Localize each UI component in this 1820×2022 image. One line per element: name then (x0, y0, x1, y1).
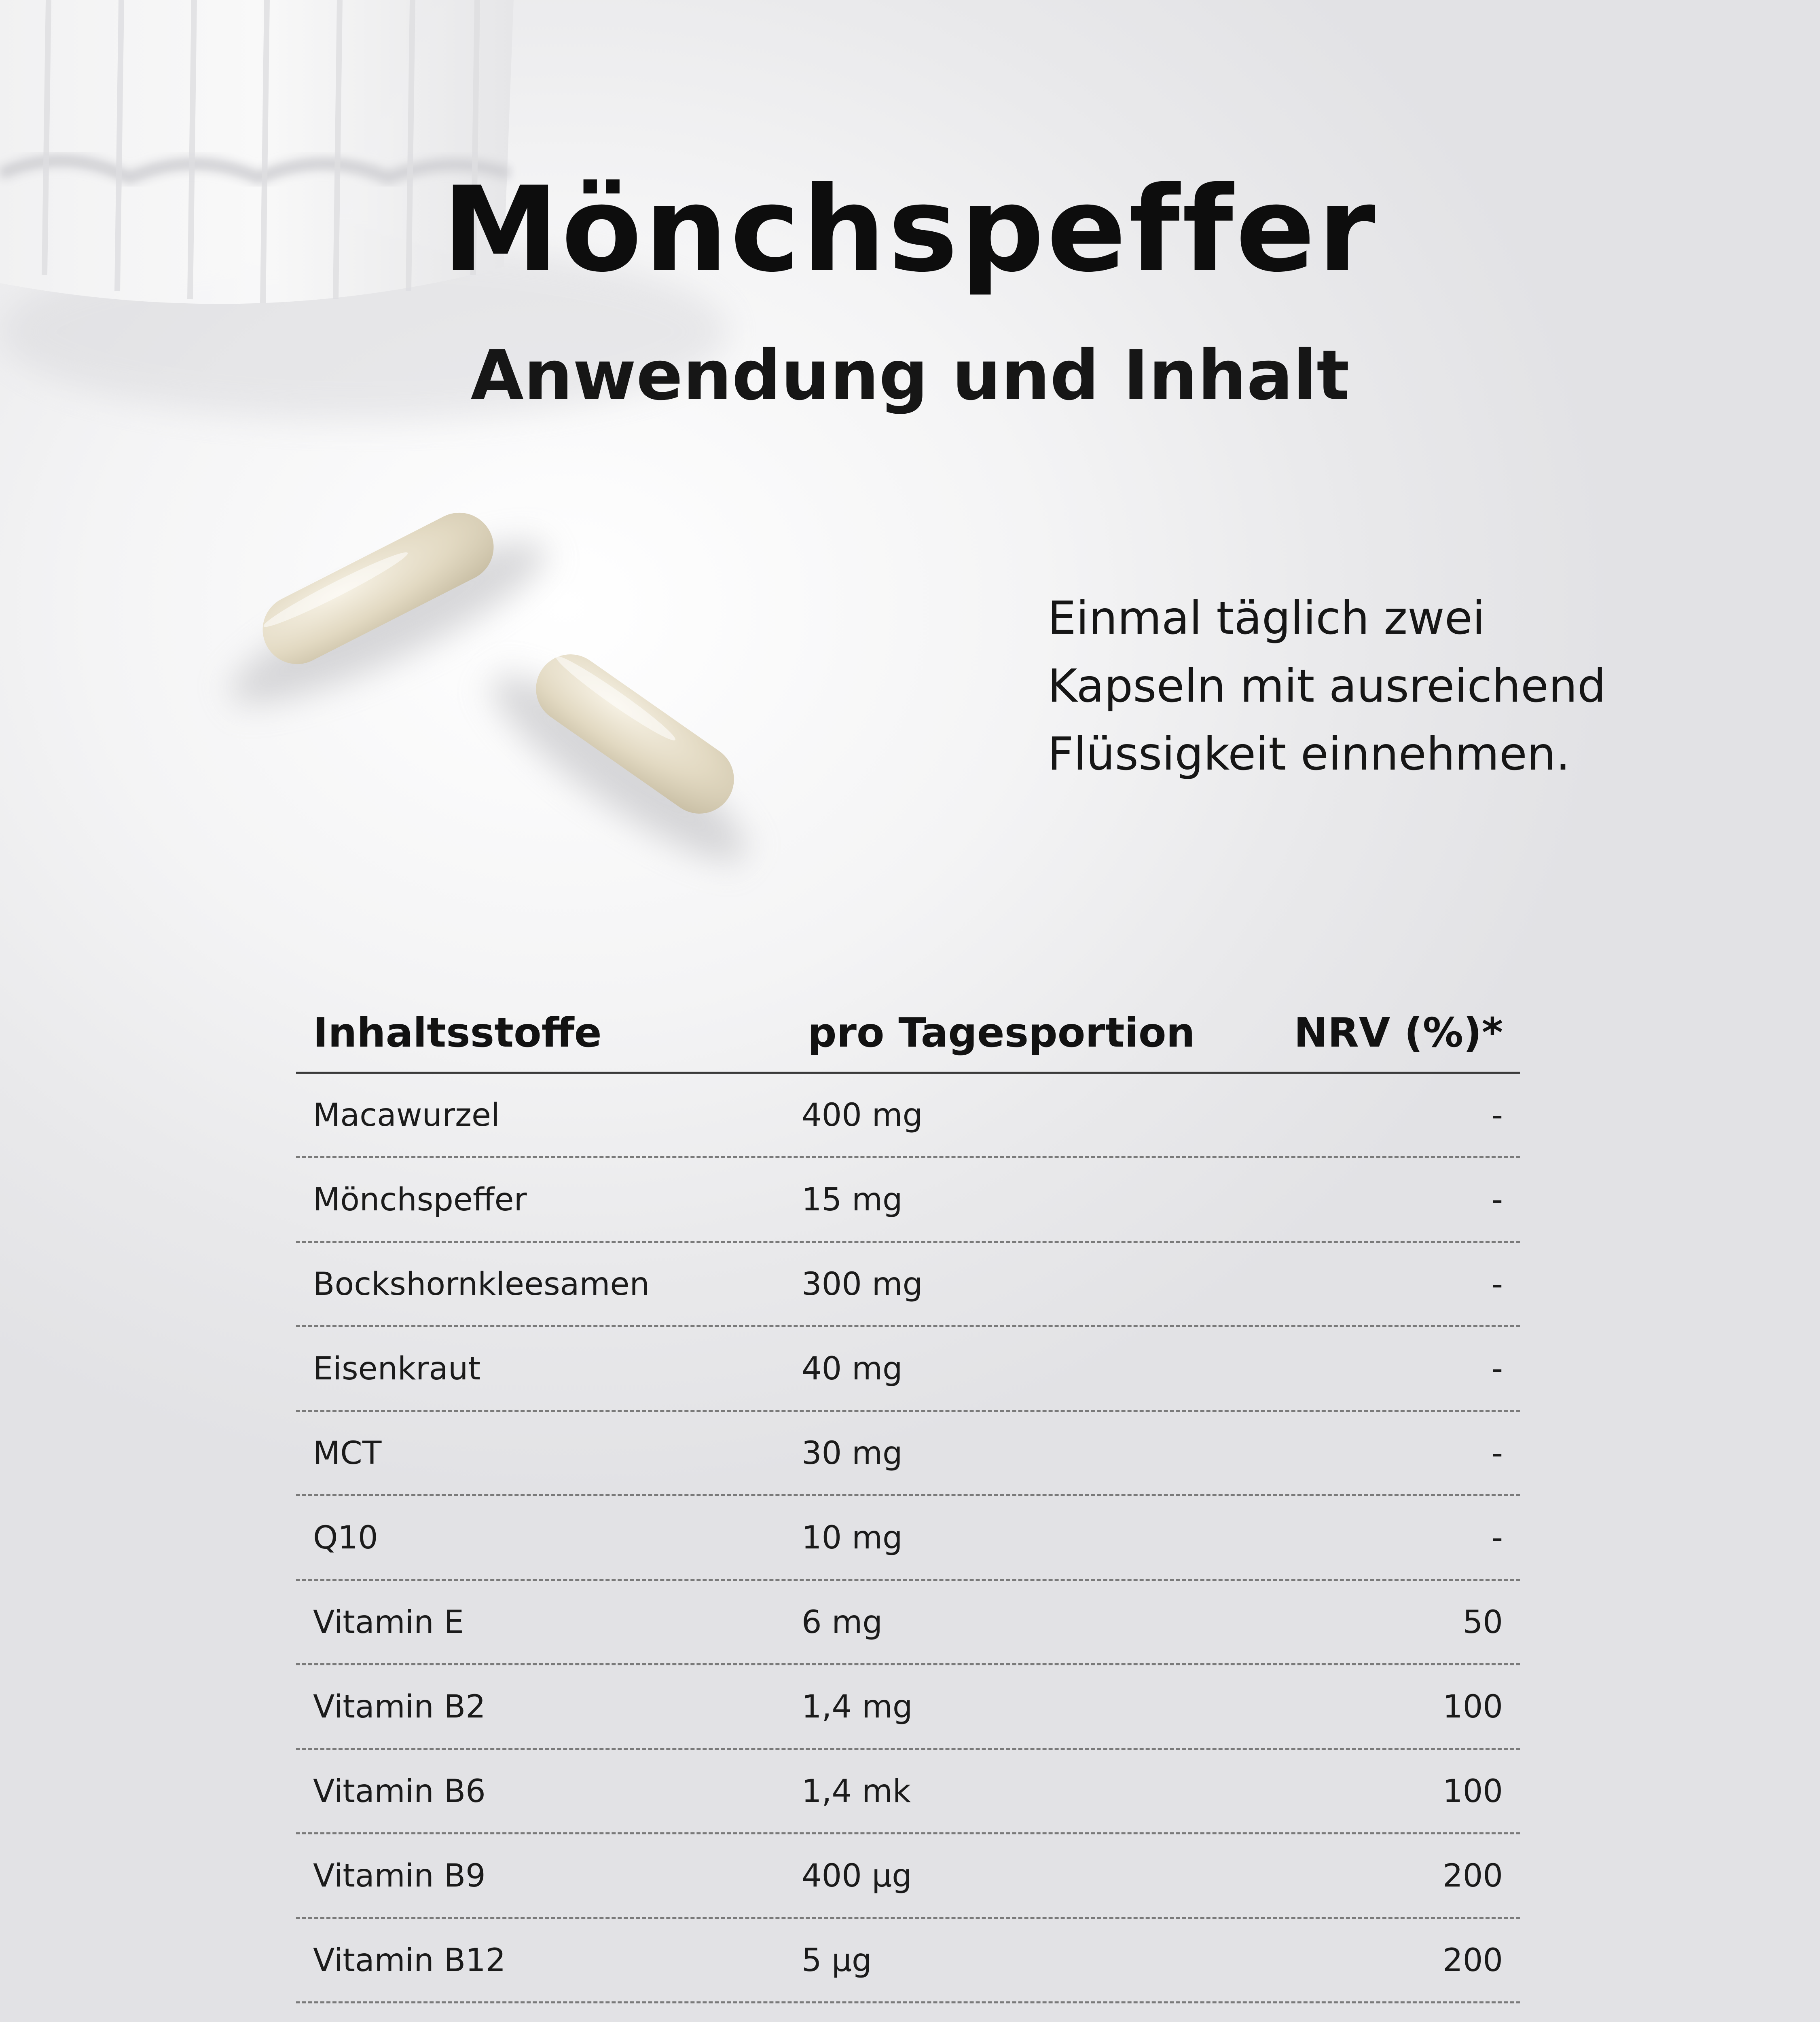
table-row (296, 1327, 1520, 1412)
ingredients-table (296, 979, 1520, 2022)
ingredient-name: Vitamin B12 (313, 1942, 506, 1979)
table-row (296, 1834, 1520, 1919)
table-row (296, 1750, 1520, 1834)
ingredient-amount: 400 mg (802, 1097, 923, 1134)
ingredient-nrv: - (1491, 1435, 1503, 1472)
page-subtitle: Anwendung und Inhalt (470, 336, 1350, 416)
table-row (296, 1919, 1520, 2003)
column-header-nrv: NRV (%)* (1294, 1009, 1503, 1056)
ingredient-nrv: - (1491, 1266, 1503, 1303)
ingredient-name: Vitamin B2 (313, 1689, 486, 1725)
column-header-amount: pro Tagesportion (808, 1009, 1195, 1056)
table-header (296, 979, 1520, 1074)
table-row (296, 1581, 1520, 1665)
table-row (296, 1496, 1520, 1581)
ingredient-amount: 30 mg (802, 1435, 903, 1472)
table-row (296, 1074, 1520, 1158)
ingredient-nrv: - (1491, 1182, 1503, 1218)
ingredient-name: MCT (313, 1435, 382, 1472)
ingredient-amount: 6 mg (802, 1604, 882, 1641)
ingredient-nrv: - (1491, 1351, 1503, 1387)
usage-line: Flüssigkeit einnehmen. (1048, 728, 1570, 780)
table-row (296, 1243, 1520, 1327)
column-header-ingredient: Inhaltsstoffe (313, 1009, 602, 1056)
ingredient-nrv: 100 (1443, 1689, 1503, 1725)
ingredient-amount: 15 mg (802, 1182, 903, 1218)
ingredient-name: Q10 (313, 1520, 378, 1556)
ingredient-name: Bockshornkleesamen (313, 1266, 650, 1303)
ingredient-nrv: 50 (1462, 1604, 1503, 1641)
ingredient-amount: 300 mg (802, 1266, 923, 1303)
ingredient-amount: 400 µg (802, 1858, 912, 1894)
ingredient-nrv: - (1491, 1097, 1503, 1134)
table-row (296, 1412, 1520, 1496)
ingredient-name: Eisenkraut (313, 1351, 481, 1387)
ingredient-nrv: 200 (1443, 1942, 1503, 1979)
usage-line: Kapseln mit ausreichend (1048, 660, 1606, 713)
ingredient-nrv: - (1491, 1520, 1503, 1556)
ingredient-amount: 1,4 mk (802, 1773, 911, 1810)
table-row (296, 2003, 1520, 2022)
ingredient-name: Vitamin B6 (313, 1773, 486, 1810)
ingredient-amount: 5 µg (802, 1942, 872, 1979)
table-row (296, 1158, 1520, 1243)
page-title: Mönchspeffer (442, 162, 1378, 298)
ingredient-amount: 10 mg (802, 1520, 903, 1556)
usage-line: Einmal täglich zwei (1048, 592, 1485, 645)
usage-instructions (1048, 584, 1654, 788)
ingredient-nrv: 200 (1443, 1858, 1503, 1894)
ingredient-name: Vitamin B9 (313, 1858, 486, 1894)
ingredient-name: Mönchspeffer (313, 1182, 527, 1218)
ingredient-amount: 40 mg (802, 1351, 903, 1387)
table-row (296, 1665, 1520, 1750)
ingredient-name: Macawurzel (313, 1097, 500, 1134)
ingredient-amount: 1,4 mg (802, 1689, 913, 1725)
ingredient-name: Vitamin E (313, 1604, 464, 1641)
ingredient-nrv: 100 (1443, 1773, 1503, 1810)
